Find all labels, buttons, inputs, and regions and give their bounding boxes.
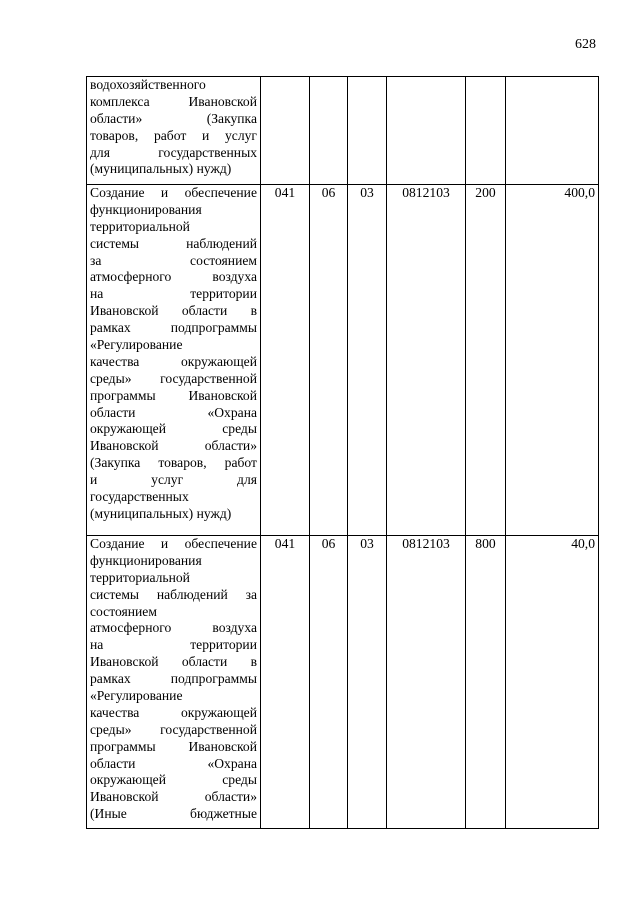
description-cell (87, 185, 261, 536)
section-code-cell (310, 77, 348, 185)
description-line: рамках подпрограммы (90, 671, 257, 687)
description-line: среды» государственной (90, 370, 257, 386)
description-line: (муниципальных) нужд) (90, 161, 232, 177)
description-line: «Регулирование (90, 337, 183, 353)
description-line: Ивановской области» (90, 789, 257, 805)
description-line: рамках подпрограммы (90, 320, 257, 336)
description-line: Создание и обеспечение (90, 185, 257, 200)
description-line: (муниципальных) нужд) (90, 505, 232, 521)
description-line: атмосферного воздуха (90, 269, 257, 285)
description-line: атмосферного воздуха (90, 620, 257, 636)
description-line: Создание и обеспечение (90, 536, 257, 551)
description-line: Ивановской области в (90, 654, 257, 670)
subsection-code-cell (348, 77, 387, 185)
description-line: (Закупка товаров, работ (90, 455, 257, 471)
subsection-code-cell: 03 (348, 185, 387, 536)
page-number: 628 (575, 37, 596, 52)
table-row (87, 185, 599, 536)
description-line: области «Охрана (90, 755, 257, 771)
ministry-code-cell: 041 (261, 185, 310, 536)
section-code-cell: 06 (310, 185, 348, 536)
description-line: функционирования (90, 552, 202, 568)
target-article-cell (387, 77, 466, 185)
description-line: системы наблюдений за (90, 586, 257, 602)
amount-cell: 400,0 (506, 185, 599, 536)
target-article-cell: 0812103 (387, 536, 466, 829)
table-row (87, 77, 599, 185)
description-cell (87, 536, 261, 829)
description-line: программы Ивановской (90, 738, 257, 754)
description-line: области «Охрана (90, 404, 257, 420)
description-line: за состоянием (90, 252, 257, 268)
description-line: окружающей среды (90, 421, 257, 437)
target-article-cell: 0812103 (387, 185, 466, 536)
description-line: для государственных (90, 144, 257, 160)
description-line: Ивановской области» (90, 438, 257, 454)
description-line: программы Ивановской (90, 387, 257, 403)
description-line: системы наблюдений (90, 235, 257, 251)
description-line: Ивановской области в (90, 303, 257, 319)
table-row (87, 536, 599, 829)
ministry-code-cell (261, 77, 310, 185)
description-line: государственных (90, 489, 189, 505)
expense-type-cell: 200 (466, 185, 506, 536)
description-line: на территории (90, 286, 257, 302)
ministry-code-cell: 041 (261, 536, 310, 829)
expense-type-cell (466, 77, 506, 185)
description-line: водохозяйственного (90, 77, 206, 92)
description-line: состоянием (90, 603, 157, 619)
amount-cell (506, 77, 599, 185)
description-line: окружающей среды (90, 772, 257, 788)
amount-cell: 40,0 (506, 536, 599, 829)
description-line: территориальной (90, 218, 190, 234)
description-line: (Иные бюджетные (90, 806, 257, 822)
subsection-code-cell: 03 (348, 536, 387, 829)
description-line: территориальной (90, 569, 190, 585)
description-cell (87, 77, 261, 185)
description-line: области» (Закупка (90, 110, 257, 126)
description-line: среды» государственной (90, 721, 257, 737)
description-line: качества окружающей (90, 704, 257, 720)
budget-table (86, 76, 599, 829)
expense-type-cell: 800 (466, 536, 506, 829)
description-line: и услуг для (90, 472, 257, 488)
description-line: комплекса Ивановской (90, 93, 257, 109)
section-code-cell: 06 (310, 536, 348, 829)
description-line: на территории (90, 637, 257, 653)
description-line: функционирования (90, 201, 202, 217)
description-line: качества окружающей (90, 353, 257, 369)
description-line: «Регулирование (90, 688, 183, 704)
description-line: товаров, работ и услуг (90, 127, 257, 143)
